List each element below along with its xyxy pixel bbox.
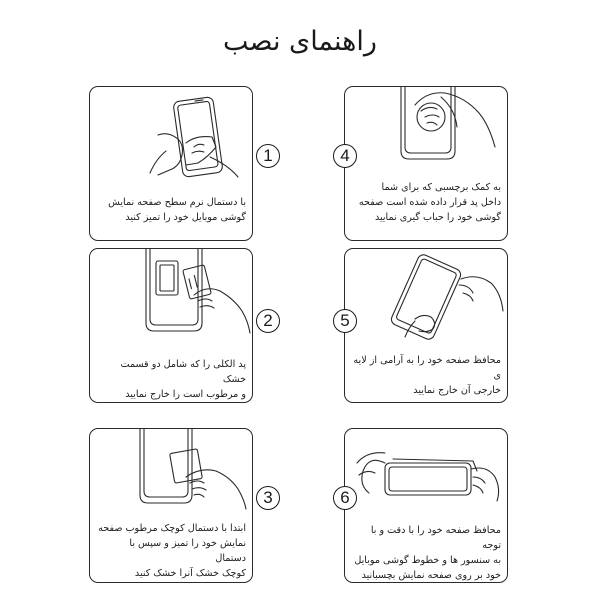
step-4-number: 4 bbox=[333, 144, 357, 168]
step-3-caption: ابتدا با دستمال کوچک مرطوب صفحه نمایش خود را تمیز و سپس با دستمال کوچک خشک آنرا خشک کنید bbox=[98, 523, 246, 579]
step-4-card bbox=[344, 86, 508, 241]
step-5-number: 5 bbox=[333, 309, 357, 333]
step-1-card bbox=[89, 86, 253, 241]
step-2-card bbox=[89, 248, 253, 403]
step-3-number: 3 bbox=[256, 486, 280, 510]
step-1-number: 1 bbox=[256, 144, 280, 168]
step-2-caption: پد الکلی را که شامل دو قسمت خشک و مرطوب است را خارج نمایید bbox=[120, 359, 246, 400]
step-3-card bbox=[89, 428, 253, 583]
step-5-caption: محافظ صفحه خود را به آرامی از لایه ی خارجی آن خارج نمایید bbox=[353, 355, 501, 396]
step-5-card bbox=[344, 248, 508, 403]
step-4-caption: به کمک برچسبی که برای شما داخل پد قرار داده شده است صفحه گوشی خود را حباب گیری نمایید bbox=[358, 182, 501, 223]
step-6-card bbox=[344, 428, 508, 583]
step-1-caption: با دستمال نرم سطح صفحه نمایش گوشی موبایل خود را تمیز کنید bbox=[108, 197, 246, 223]
step-6-caption: محافظ صفحه خود را با دقت و با توجه به سنسور ها و خطوط گوشی موبایل خود بر روی صفحه نمایش بچسبانید bbox=[354, 525, 501, 581]
step-6-number: 6 bbox=[333, 486, 357, 510]
page-title: راهنمای نصب bbox=[223, 26, 377, 57]
step-2-number: 2 bbox=[256, 309, 280, 333]
